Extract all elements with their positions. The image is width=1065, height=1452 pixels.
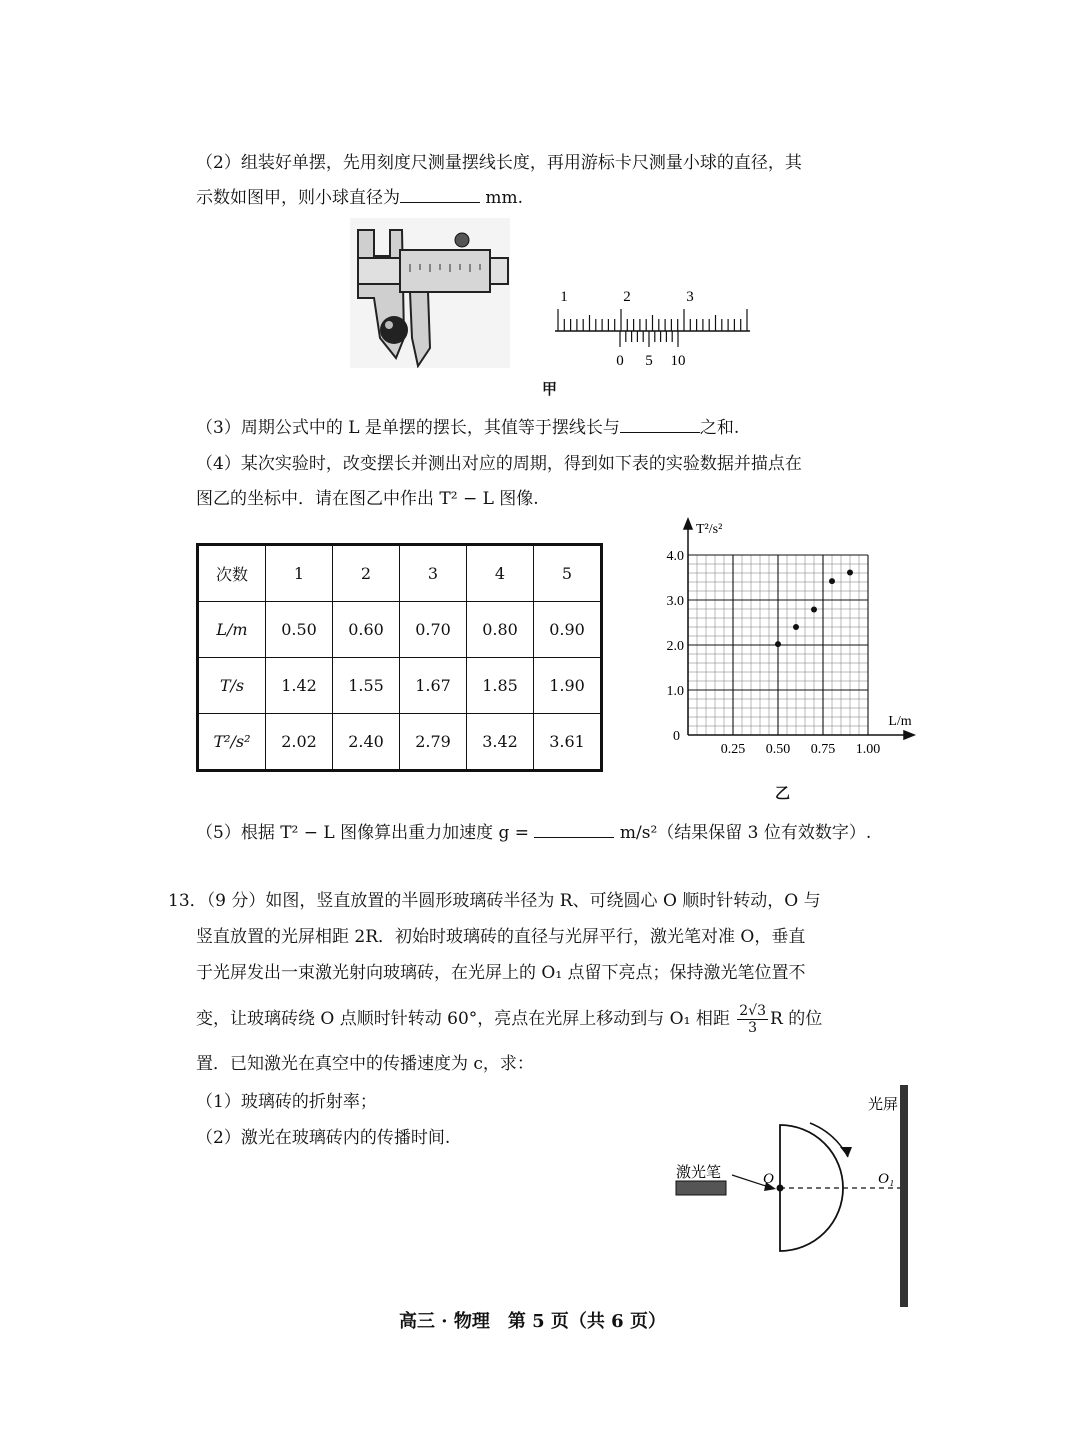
table-row — [198, 658, 602, 714]
main-scale-label-3: 3 — [686, 289, 694, 305]
o-label: O — [763, 1171, 774, 1187]
page-footer: 高三 · 物理 第 5 页（共 6 页） — [399, 1311, 666, 1332]
table-cell: 1.90 — [534, 658, 602, 714]
q12-part2-line1: （2）组装好单摆，先用刻度尺测量摆线长度，再用游标卡尺测量小球的直径，其 — [196, 153, 802, 173]
table-cell: 3.42 — [467, 714, 534, 771]
q13-sub1: （1）玻璃砖的折射率； — [196, 1092, 377, 1112]
y-tick-label: 3.0 — [666, 594, 684, 609]
table-cell: 1.42 — [266, 658, 333, 714]
table-cell: 次数 — [198, 545, 266, 602]
table-header-row — [198, 545, 602, 602]
length-blank[interactable] — [620, 416, 700, 433]
y-tick-label: 4.0 — [666, 549, 684, 564]
q13-sub2: （2）激光在玻璃砖内的传播时间. — [196, 1128, 451, 1148]
q12-part3-suffix: 之和. — [699, 418, 740, 438]
o1-label: O₁ — [878, 1171, 895, 1187]
q12-part3-prompt: （3）周期公式中的 L 是单摆的摆长，其值等于摆线长与 — [196, 418, 620, 438]
main-scale-label-1: 1 — [560, 289, 568, 305]
q12-part3 — [196, 413, 739, 438]
q13-line3: 于光屏发出一束激光射向玻璃砖，在光屏上的 O₁ 点留下亮点；保持激光笔位置不 — [196, 963, 806, 983]
q12-part2-prompt: 示数如图甲，则小球直径为 — [196, 188, 400, 208]
q12-part5 — [196, 818, 871, 843]
table-row — [198, 602, 602, 658]
x-tick-label: 0.75 — [810, 742, 836, 757]
table-cell: 3.61 — [534, 714, 602, 771]
data-point — [811, 606, 817, 612]
x-tick-label: 1.00 — [855, 742, 881, 757]
q12-part2-unit: mm. — [485, 188, 524, 208]
data-point — [829, 578, 835, 584]
table-cell: 1.55 — [333, 658, 400, 714]
table-cell: T²/s² — [198, 714, 266, 771]
table-cell: 0.80 — [467, 602, 534, 658]
laser-label: 激光笔 — [676, 1163, 722, 1181]
data-point — [775, 641, 781, 647]
table-row — [198, 714, 602, 771]
main-scale-label-2: 2 — [623, 289, 631, 305]
table-cell: T/s — [198, 658, 266, 714]
q13-line4-text: 变，让玻璃砖绕 O 点顺时针转动 60°，亮点在光屏上移动到与 O₁ 相距 — [196, 1009, 730, 1029]
q13-line1: 13．（9 分）如图，竖直放置的半圆形玻璃砖半径为 R、可绕圆心 O 顺时针转动，O 与 — [168, 891, 821, 911]
caliper-image — [350, 218, 510, 368]
data-point — [793, 624, 799, 630]
figure-jia-caption: 甲 — [542, 380, 558, 398]
q12-part2-line2 — [196, 183, 523, 208]
glass-brick-diagram — [660, 1085, 920, 1315]
table-cell: 1.67 — [400, 658, 467, 714]
table-cell: 2 — [333, 545, 400, 602]
origin-label: 0 — [673, 729, 680, 744]
x-axis-label: L/m — [888, 714, 912, 729]
vernier-label-5: 5 — [645, 353, 653, 369]
t2-l-chart — [640, 515, 920, 765]
y-axis-label: T²/s² — [696, 522, 723, 537]
screen-label: 光屏 — [868, 1095, 899, 1113]
q12-part4-line2: 图乙的坐标中．请在图乙中作出 T² − L 图像. — [196, 489, 539, 509]
vernier-scale-diagram — [545, 283, 760, 373]
fraction — [737, 1003, 768, 1036]
table-cell: 0.60 — [333, 602, 400, 658]
y-tick-label: 1.0 — [666, 684, 684, 699]
x-tick-label: 0.50 — [765, 742, 791, 757]
rotation-arrow-icon — [810, 1123, 848, 1157]
table-cell: 3 — [400, 545, 467, 602]
table-cell: 2.02 — [266, 714, 333, 771]
q12-part4-line1: （4）某次实验时，改变摆长并测出对应的周期，得到如下表的实验数据并描点在 — [196, 454, 802, 474]
gravity-blank[interactable] — [534, 821, 614, 838]
y-axis-arrow-icon — [684, 519, 692, 529]
laser-pen — [676, 1181, 726, 1195]
fraction-denominator: 3 — [748, 1020, 758, 1036]
table-cell: 4 — [467, 545, 534, 602]
table-cell: 5 — [534, 545, 602, 602]
table-cell: L/m — [198, 602, 266, 658]
table-cell: 1 — [266, 545, 333, 602]
vernier-label-0: 0 — [616, 353, 624, 369]
table-cell: 2.40 — [333, 714, 400, 771]
table-cell: 0.70 — [400, 602, 467, 658]
figure-yi-caption: 乙 — [775, 784, 791, 802]
table-cell: 2.79 — [400, 714, 467, 771]
q13-line2: 竖直放置的光屏相距 2R．初始时玻璃砖的直径与光屏平行，激光笔对准 O，垂直 — [196, 927, 806, 947]
diameter-blank[interactable] — [400, 186, 480, 203]
vernier-label-10: 10 — [670, 353, 686, 369]
q13-line4-end: R 的位 — [770, 1009, 823, 1029]
fraction-numerator: 2√3 — [739, 1003, 766, 1019]
q12-part5-prompt: （5）根据 T² − L 图像算出重力加速度 g = — [196, 823, 530, 843]
x-axis-arrow-icon — [904, 731, 914, 739]
x-tick-label: 0.25 — [720, 742, 746, 757]
q12-part5-suffix: m/s²（结果保留 3 位有效数字）. — [619, 823, 872, 843]
table-cell: 0.90 — [534, 602, 602, 658]
y-tick-label: 2.0 — [666, 639, 684, 654]
experiment-data-table — [196, 543, 603, 772]
data-point — [847, 570, 853, 576]
table-cell: 0.50 — [266, 602, 333, 658]
q13-line5: 置．已知激光在真空中的传播速度为 c，求： — [196, 1054, 534, 1074]
q13-line4 — [196, 1003, 822, 1036]
light-screen — [900, 1085, 908, 1307]
table-cell: 1.85 — [467, 658, 534, 714]
